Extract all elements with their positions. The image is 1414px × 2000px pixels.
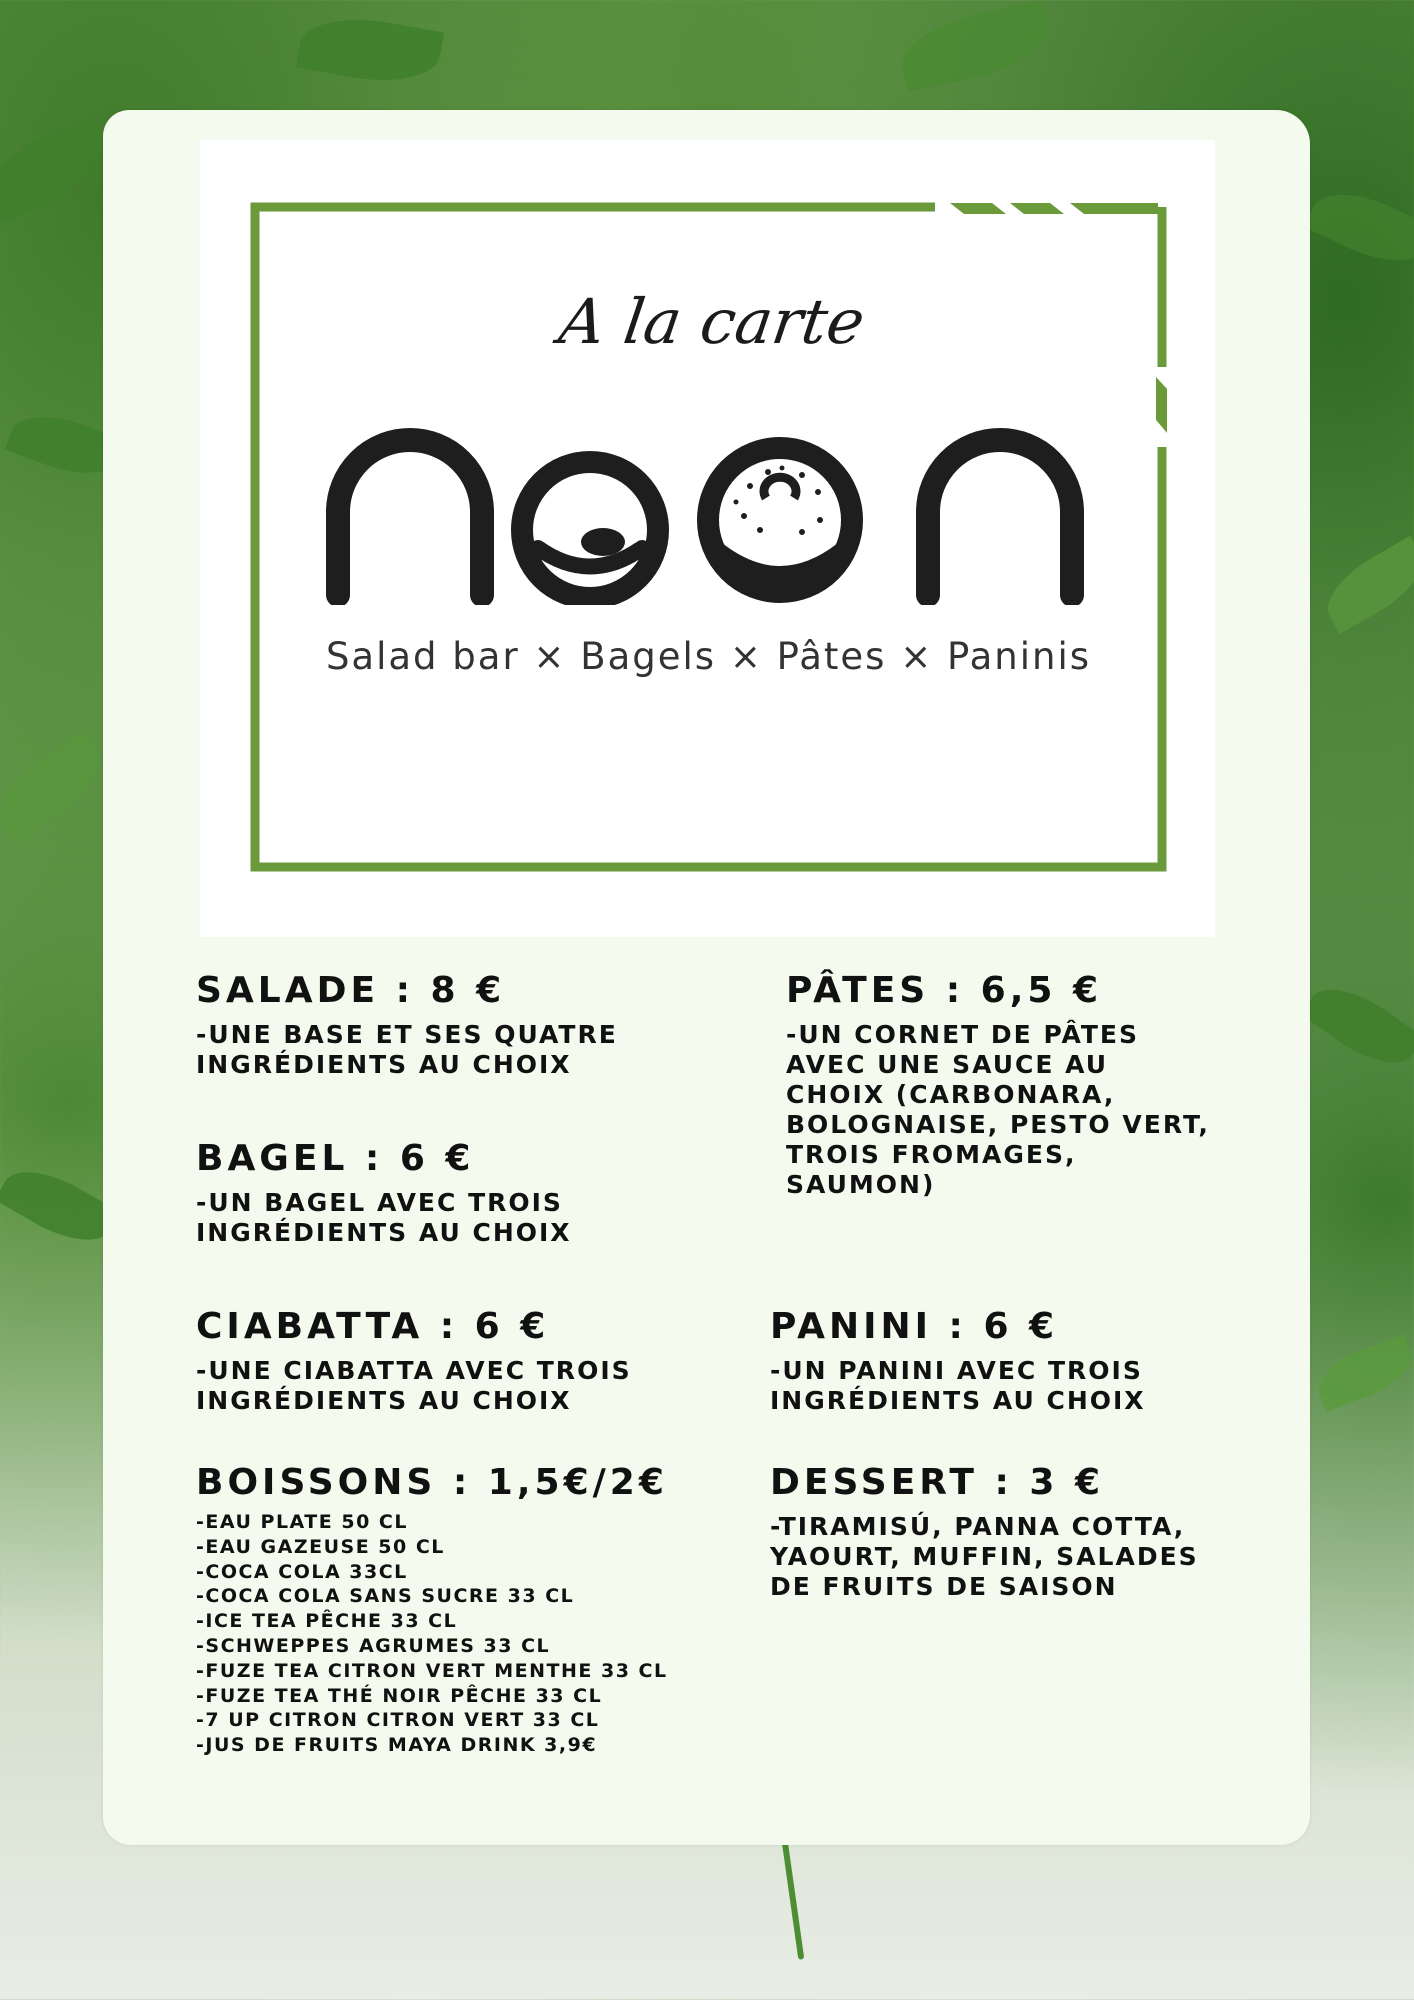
- pates-title: PÂTES : 6,5 €: [786, 970, 1103, 1011]
- drinks-list: [196, 1510, 668, 1758]
- drink-item: -EAU GAZEUSE 50 CL: [196, 1535, 445, 1558]
- leaf-decoration: [1304, 177, 1414, 278]
- drink-item: -FUZE TEA CITRON VERT MENTHE 33 CL: [196, 1659, 668, 1682]
- frame-stripe: [1010, 203, 1064, 214]
- leaf-decoration: [0, 731, 115, 845]
- ciabatta-description: -UNE CIABATTA AVEC TROIS INGRÉDIENTS AU CHOIX: [196, 1356, 632, 1415]
- drink-item: -SCHWEPPES AGRUMES 33 CL: [196, 1634, 551, 1657]
- drink-item: -ICE TEA PÊCHE 33 CL: [196, 1610, 458, 1633]
- ciabatta-title: CIABATTA : 6 €: [196, 1306, 550, 1347]
- noon-logo: [320, 420, 1090, 605]
- drink-item: -7 UP CITRON CITRON VERT 33 CL: [196, 1709, 600, 1732]
- dessert-title: DESSERT : 3 €: [770, 1462, 1105, 1503]
- leaf-decoration: [895, 0, 1055, 92]
- drink-item: -COCA COLA SANS SUCRE 33 CL: [196, 1585, 575, 1608]
- dessert-description: -TIRAMISÚ, PANNA COTTA, YAOURT, MUFFIN, SALADES DE FRUITS DE SAISON: [770, 1512, 1199, 1601]
- bagel-description: -UN BAGEL AVEC TROIS INGRÉDIENTS AU CHOIX: [196, 1188, 572, 1247]
- leaf-decoration: [296, 8, 444, 91]
- panini-description: -UN PANINI AVEC TROIS INGRÉDIENTS AU CHOIX: [770, 1356, 1146, 1415]
- subtitle: Salad bar × Bagels × Pâtes × Paninis: [325, 635, 1092, 678]
- leaf-decoration: [1300, 972, 1414, 1081]
- salade-description: -UNE BASE ET SES QUATRE INGRÉDIENTS AU CHOIX: [196, 1020, 618, 1079]
- bagel-title: BAGEL : 6 €: [196, 1138, 475, 1179]
- salade-title: SALADE : 8 €: [196, 970, 506, 1011]
- leaf-decoration: [0, 115, 117, 224]
- stem-decoration: [782, 1840, 805, 1960]
- drink-item: -EAU PLATE 50 CL: [196, 1511, 408, 1533]
- panini-title: PANINI : 6 €: [770, 1306, 1059, 1347]
- drink-item: -FUZE TEA THÉ NOIR PÊCHE 33 CL: [196, 1684, 603, 1707]
- leaf-decoration: [1310, 1334, 1414, 1411]
- frame-stripe: [1156, 377, 1167, 434]
- drink-item: -JUS DE FRUITS MAYA DRINK 3,9€: [196, 1734, 598, 1757]
- boissons-title: BOISSONS : 1,5€/2€: [196, 1462, 668, 1503]
- leaf-decoration: [1315, 536, 1414, 634]
- pates-description: -UN CORNET DE PÂTES AVEC UNE SAUCE AU CHOIX (CARBONARA, BOLOGNAISE, PESTO VERT, TROIS FROMAGES, SAUMON): [786, 1020, 1210, 1199]
- drink-item: -COCA COLA 33CL: [196, 1560, 408, 1583]
- a-la-carte-title: A la carte: [554, 285, 870, 358]
- bagel-o-icon: [522, 462, 658, 598]
- frame-stripe: [1070, 203, 1158, 214]
- frame-stripe: [950, 203, 1006, 214]
